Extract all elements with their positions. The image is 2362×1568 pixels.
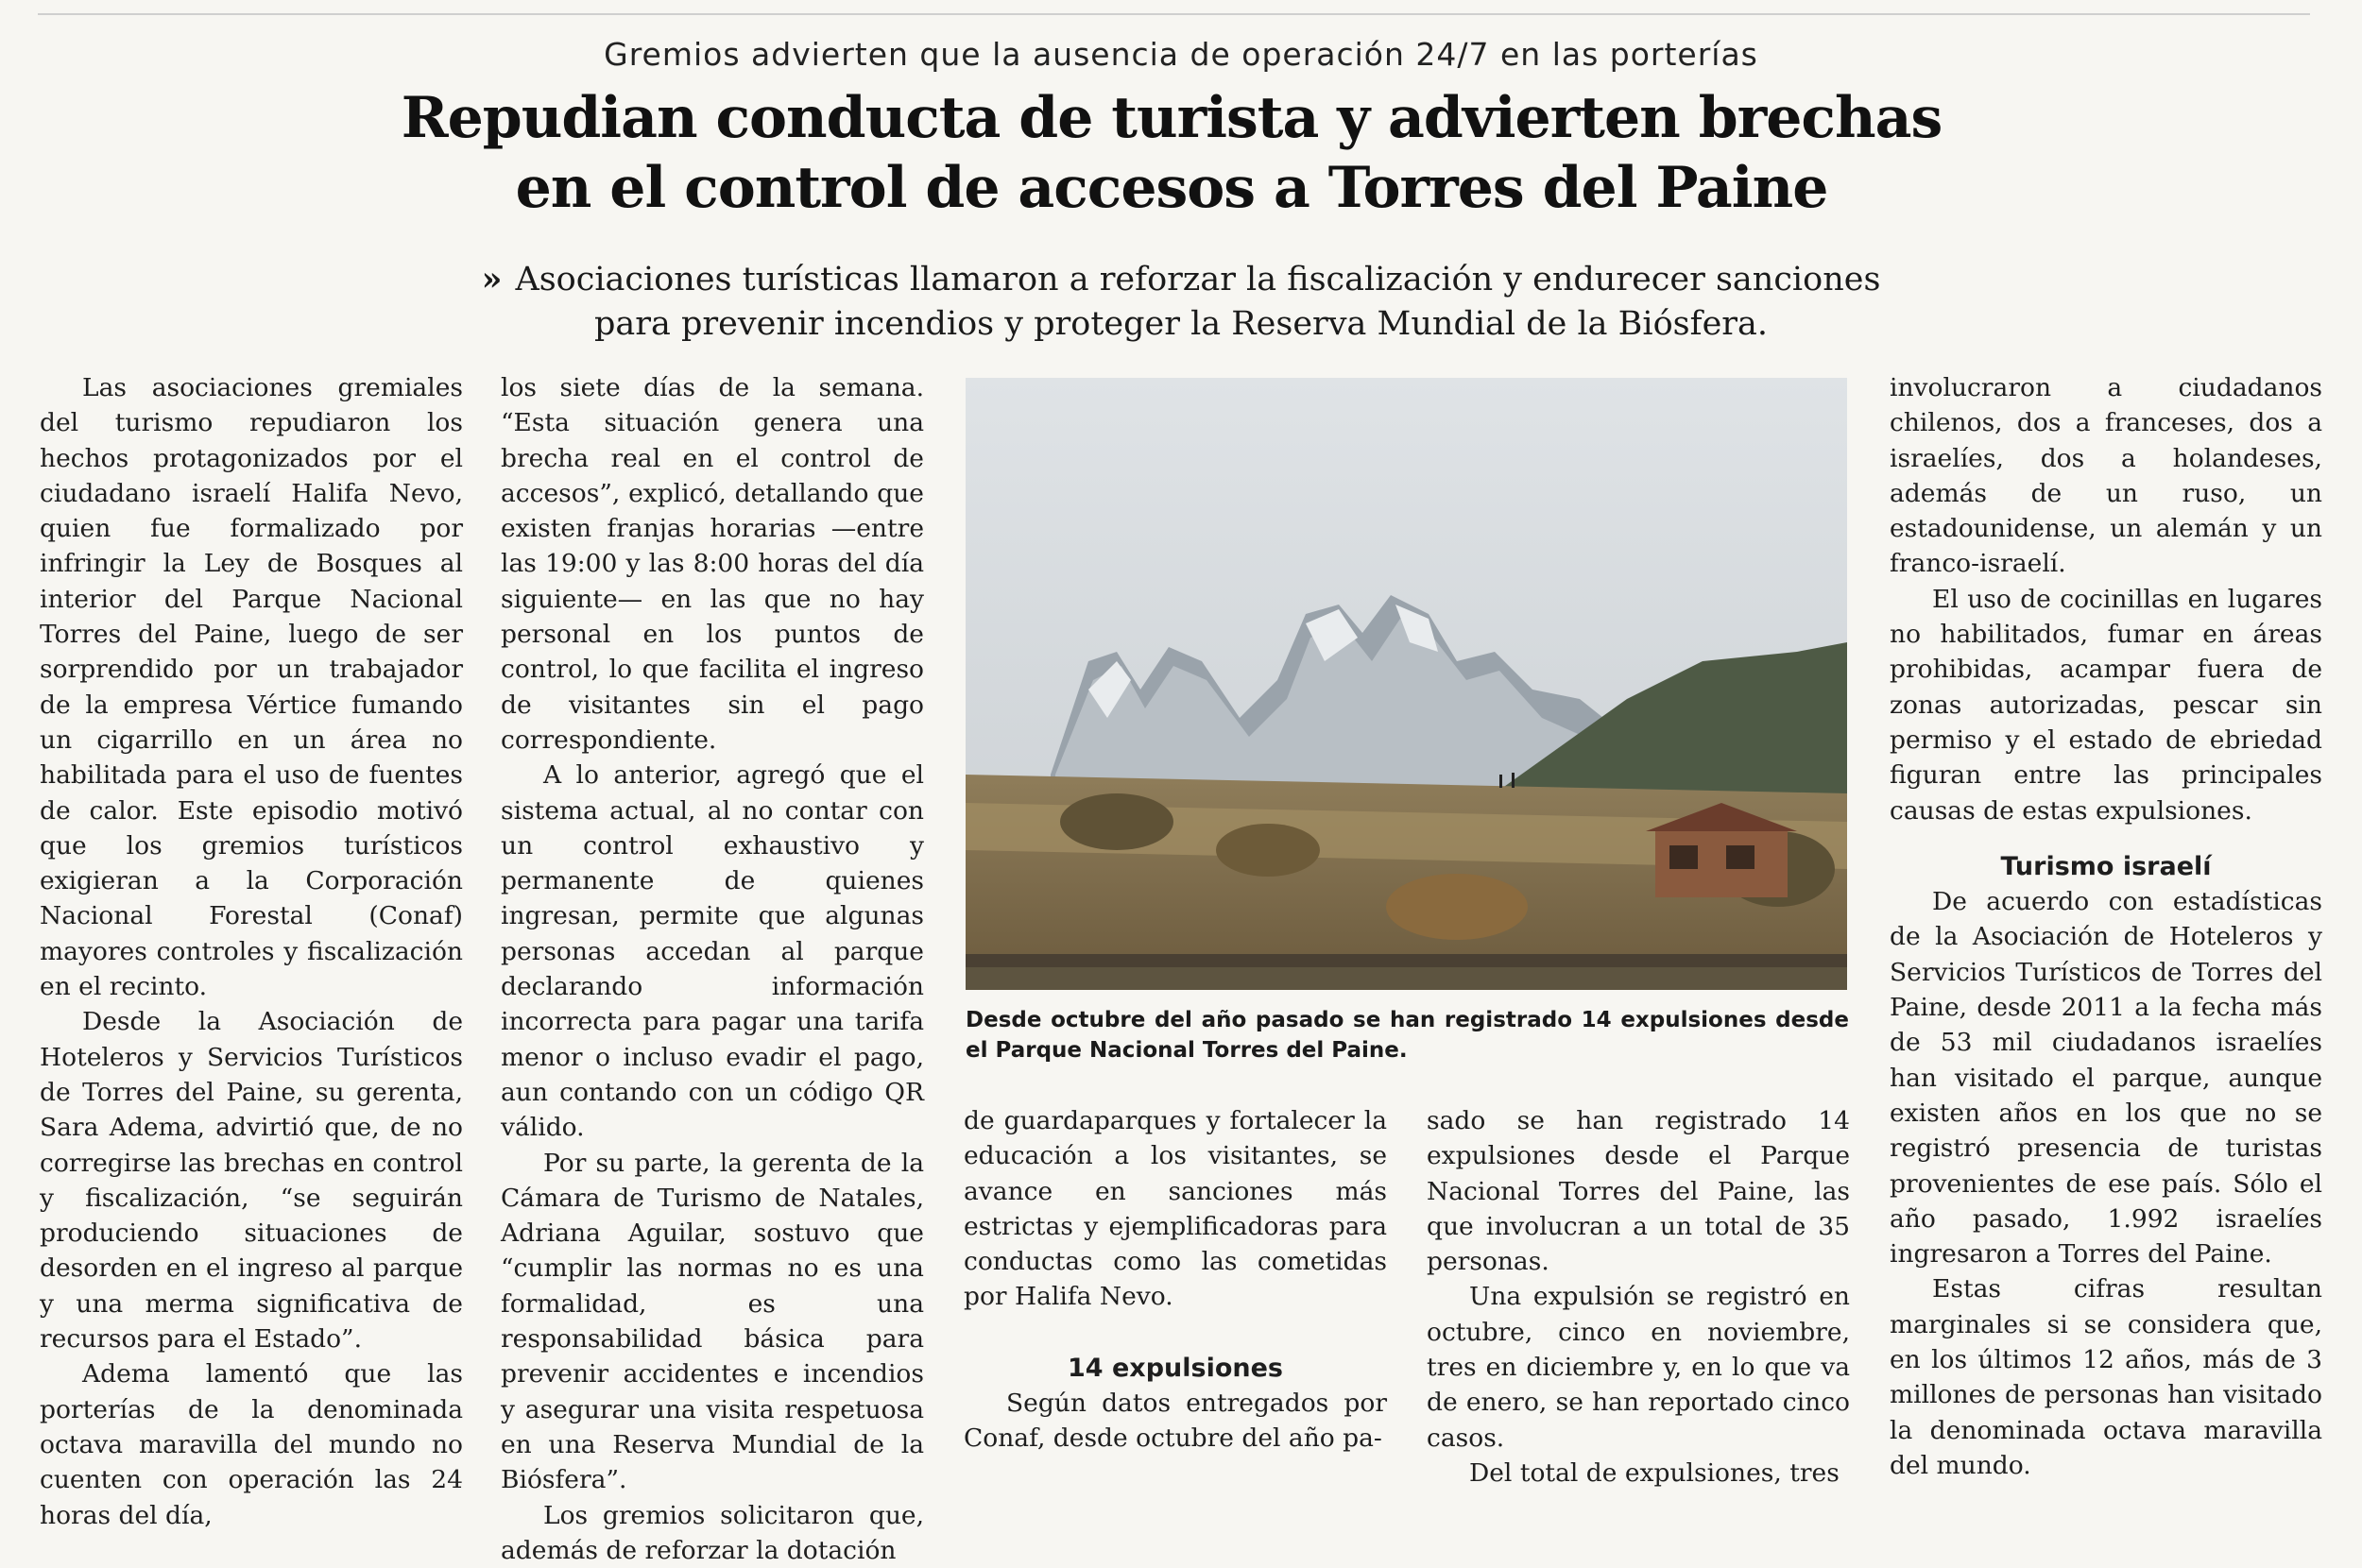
deck-text: Asociaciones turísticas llamaron a reforzar la fiscalización y endurecer sanciones para prevenir incendios y proteger la Reserva Mundial de la Biósfera. [515,261,1880,343]
paragraph: Estas cifras resultan marginales si se considera que, en los últimos 12 años, más de 3 millones de personas han visitado la denominada octava maravilla del mundo. [1890,1271,2322,1483]
subheading-expulsions: 14 expulsiones [964,1351,1387,1386]
photo-caption: Desde octubre del año pasado se han registrado 14 expulsiones desde el Parque Nacional Torres del Paine. [966,1005,1849,1065]
torres-del-paine-landscape-image [966,378,1847,990]
paragraph: Desde la Asociación de Hoteleros y Servicios Turísticos de Torres del Paine, su gerenta, Sara Adema, advirtió que, de no corregirse las brechas en control y fiscalización, “se seguirán produciendo situaciones de desorden en el ingreso al parque y una merma significativa de recursos para el Estado”. [40,1004,463,1356]
paragraph: Por su parte, la gerenta de la Cámara de Turismo de Natales, Adriana Aguilar, sostuvo que “cumplir las normas no es una formalidad, es una responsabilidad básica para prevenir accidentes e incendios y asegurar una visita respetuosa en una Reserva Mundial de la Biósfera”. [501,1146,924,1498]
article-kicker: Gremios advierten que la ausencia de operación 24/7 en las porterías [0,36,2362,73]
article-column-3 [964,1103,1387,1457]
article-column-4 [1427,1103,1850,1491]
deck-chevron-icon: » [482,260,503,298]
article-deck [472,257,1890,347]
paragraph: Del total de expulsiones, tres [1427,1456,1850,1491]
paragraph: A lo anterior, agregó que el sistema actual, al no contar con un control exhaustivo y permanente de quienes ingresan, permite que algunas personas accedan al parque declarando información incorrecta para pagar una tarifa menor o incluso evadir el pago, aun contando con un código QR válido. [501,758,924,1145]
paragraph: Los gremios solicitaron que, además de reforzar la dotación [501,1498,924,1568]
top-rule [38,13,2310,15]
article-column-2 [501,370,924,1568]
headline-line-2: en el control de accesos a Torres del Paine [359,153,1984,223]
headline-line-1: Repudian conducta de turista y advierten brechas [359,83,1984,153]
article-column-5 [1890,370,2322,1483]
article-photo [966,378,1847,990]
paragraph: los siete días de la semana. “Esta situación genera una brecha real en el control de accesos”, explicó, detallando que existen franjas horarias —entre las 19:00 y las 8:00 horas del día siguiente— en las que no hay personal en los puntos de control, lo que facilita el ingreso de visitantes sin el pago correspondiente. [501,370,924,758]
article-column-1 [40,370,463,1533]
paragraph: De acuerdo con estadísticas de la Asociación de Hoteleros y Servicios Turísticos de Torres del Paine, desde 2011 a la fecha más de 53 mil ciudadanos israelíes han visitado el parque, aunque existen años en los que no se registró presencia de turistas provenientes de ese país. Sólo el año pasado, 1.992 israelíes ingresaron a Torres del Paine. [1890,884,2322,1271]
paragraph: El uso de cocinillas en lugares no habilitados, fumar en áreas prohibidas, acampar fuera de zonas autorizadas, pescar sin permiso y el estado de ebriedad figuran entre las principales causas de estas expulsiones. [1890,582,2322,828]
paragraph: de guardaparques y fortalecer la educación a los visitantes, se avance en sanciones más estrictas y ejemplificadoras para conductas como las cometidas por Halifa Nevo. [964,1103,1387,1315]
paragraph: sado se han registrado 14 expulsiones desde el Parque Nacional Torres del Paine, las que involucran a un total de 35 personas. [1427,1103,1850,1279]
article-headline [359,83,1984,223]
paragraph: Según datos entregados por Conaf, desde octubre del año pa- [964,1386,1387,1457]
paragraph: Las asociaciones gremiales del turismo repudiaron los hechos protagonizados por el ciudadano israelí Halifa Nevo, quien fue formalizado por infringir la Ley de Bosques al interior del Parque Nacional Torres del Paine, luego de ser sorprendido por un trabajador de la empresa Vértice fumando un cigarrillo en un área no habilitada para el uso de fuentes de calor. Este episodio motivó que los gremios turísticos exigieran a la Corporación Nacional Forestal (Conaf) mayores controles y fiscalización en el recinto. [40,370,463,1004]
paragraph: Adema lamentó que las porterías de la denominada octava maravilla del mundo no cuenten con operación las 24 horas del día, [40,1356,463,1532]
subheading-israeli-tourism: Turismo israelí [1890,849,2322,884]
paragraph: Una expulsión se registró en octubre, cinco en noviembre, tres en diciembre y, en lo que va de enero, se han reportado cinco casos. [1427,1279,1850,1455]
paragraph: involucraron a ciudadanos chilenos, dos a franceses, dos a israelíes, dos a holandeses, además de un ruso, un estadounidense, un alemán y un franco-israelí. [1890,370,2322,582]
